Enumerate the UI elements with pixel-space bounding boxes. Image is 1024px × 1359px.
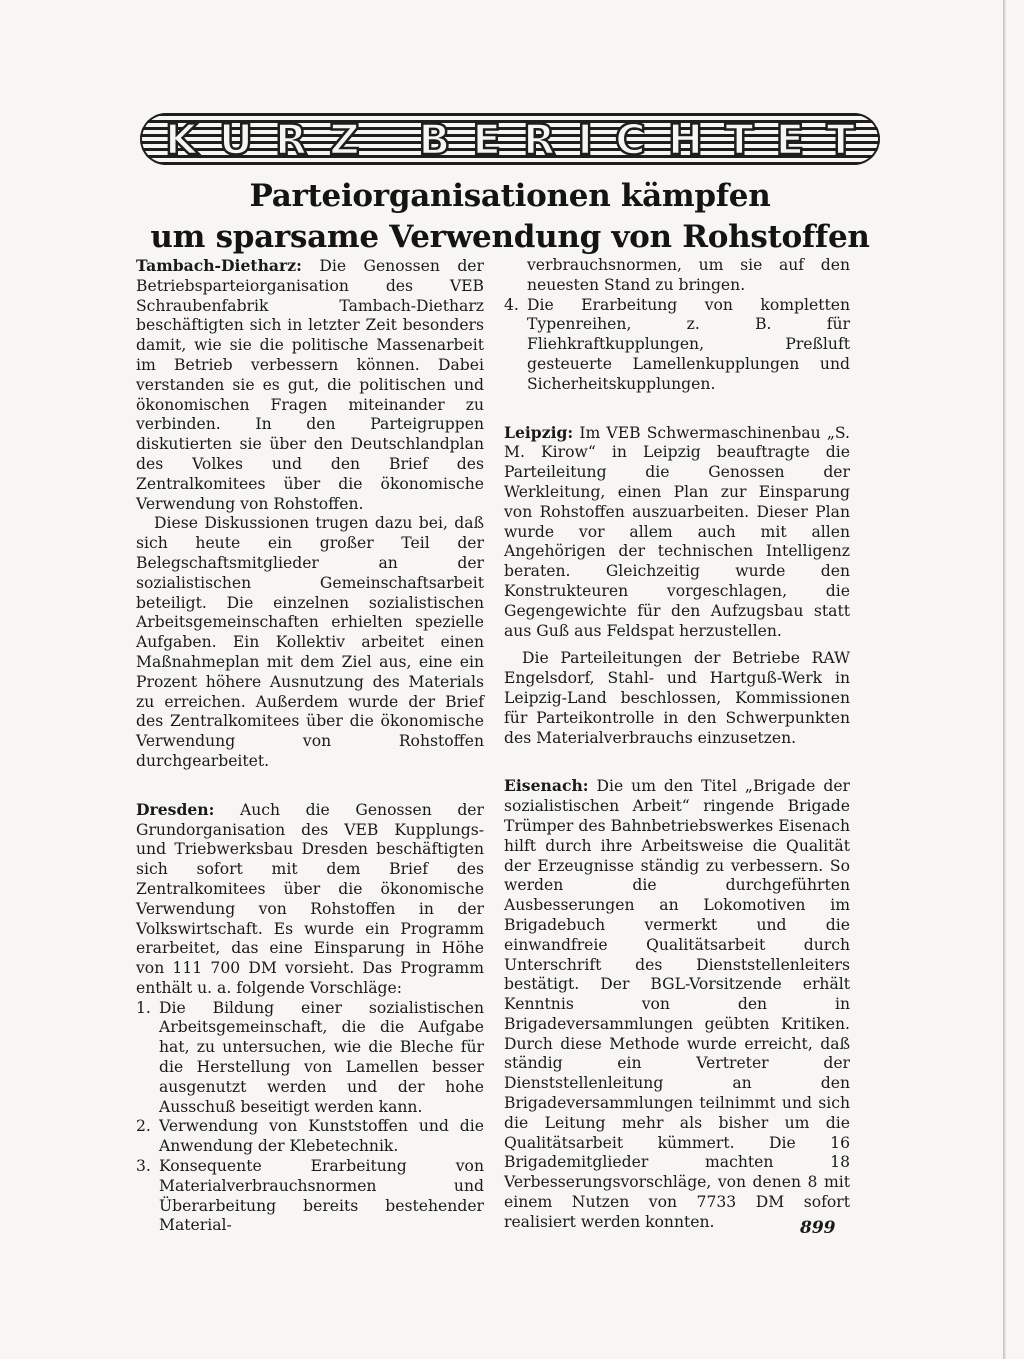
list-item-number: 1. (136, 998, 151, 1017)
list-item (136, 1117, 484, 1157)
banner-label: KURZ BERICHTET (165, 114, 877, 164)
tambach-paragraph-1 (136, 256, 484, 514)
article-title (150, 176, 870, 258)
scan-edge (1003, 0, 1006, 1359)
list-item (504, 296, 850, 395)
list-item-number: 3. (136, 1157, 151, 1176)
title-line-1: Parteiorganisationen kämpfen (249, 178, 771, 214)
list-item-text: Die Bildung einer sozialistischen Arbeitsgemeinschaft, die die Aufgabe hat, zu untersuchen, wie die Bleche für die Herstellung von Lamellen besser ausgenutzt werden und der hohe Ausschuß beseitigt werden kann. (159, 998, 484, 1116)
left-column (136, 256, 484, 1236)
list-item (136, 999, 484, 1118)
place-eisenach: Eisenach: (504, 776, 589, 796)
tambach-paragraph-2: Diese Diskussionen trugen dazu bei, daß sich heute ein großer Teil der Belegschaftsmitglieder an der sozialistischen Gemeinschaftsarbeit beteiligt. Die einzelnen sozialistischen Arbeitsgemeinschaften erhielten spezielle Aufgaben. Ein Kollektiv arbeitet einen Maßnahmeplan mit dem Ziel aus, eine ein Prozent höhere Ausnutzung des Materials zu erreichen. Außerdem wurde der Brief des Zentralkomitees über die ökonomische Verwendung von Rohstoffen durchgearbeitet. (136, 514, 484, 770)
page-number: 899 (800, 1218, 836, 1238)
dresden-item-3-continued: verbrauchsnormen, um sie auf den neuesten Stand zu bringen. (527, 256, 850, 294)
leipzig-paragraph-2: Die Parteileitungen der Betriebe RAW Engelsdorf, Stahl- und Hartguß-Werk in Leipzig-Land beschlossen, Kommissionen für Parteikontrolle in den Schwerpunkten des Materialverbrauchs einzusetzen. (504, 649, 850, 747)
list-item-number: 4. (504, 295, 519, 314)
place-dresden: Dresden: (136, 799, 215, 819)
place-leipzig: Leipzig: (504, 422, 574, 442)
section-banner (140, 113, 880, 165)
right-column (504, 256, 850, 1233)
leipzig-paragraph-1 (504, 423, 850, 642)
list-item-text: Konsequente Erarbeitung von Materialverbrauchsnormen und Überarbeitung bereits bestehender Material- (159, 1157, 484, 1235)
eisenach-text: Die um den Titel „Brigade der sozialistischen Arbeit“ ringende Brigade Trümper des Bahnbetriebswerkes Eisenach hilft durch ihre Arbeitsweise die Qualität der Erzeugnisse ständig zu verbessern. So werden die durchgeführten Ausbesserungen an Lokomotiven im Brigadebuch vermerkt und die einwandfreie Qualitätsarbeit durch Unterschrift des Dienststellenleiters bestätigt. Der BGL-Vorsitzende erhält Kenntnis von den in Brigadeversammlungen geübten Kritiken. Durch diese Methode wurde erreicht, daß ständig ein Vertreter der Dienststellenleitung an den Brigadeversammlungen teilnimmt und sich die Leitung mehr als bisher um die Qualitätsarbeit kümmert. Die 16 Brigademitglieder machten 18 Verbesserungsvorschläge, von denen 8 mit einem Nutzen von 7733 DM sofort realisiert werden konnten. (504, 777, 850, 1231)
dresden-text: Auch die Genossen der Grundorganisation des VEB Kupplungs- und Triebwerksbau Dresden beschäftigten sich sofort mit dem Brief des Zentralkomitees über die ökonomische Verwendung von Rohstoffen in der Volkswirtschaft. Es wurde ein Programm erarbeitet, das eine Einsparung in Höhe von 111 700 DM vorsieht. Das Programm enthält u. a. folgende Vorschläge: (136, 800, 484, 997)
dresden-proposal-list-continued (504, 296, 850, 395)
leipzig-text-1: Im VEB Schwermaschinenbau „S. M. Kirow“ in Leipzig beauftragte die Parteileitung die Genossen der Werkleitung, einen Plan zur Einsparung von Rohstoffen auszuarbeiten. Dieser Plan wurde vor allem auch mit allen Angehörigen der technischen Intelligenz beraten. Gleichzeitig wurde den Konstrukteuren vorgeschlagen, die Gegengewichte für den Aufzugsbau statt aus Guß aus Feldspat herzustellen. (504, 423, 850, 640)
tambach-text-1: Die Genossen der Betriebsparteiorganisation des VEB Schraubenfabrik Tambach-Dietharz beschäftigten sich in letzter Zeit besonders damit, wie sie die politische Massenarbeit im Betrieb verbessern können. Dabei verstanden sie es gut, die politischen und ökonomischen Fragen miteinander zu verbinden. In den Parteigruppen diskutierten sie über den Deutschlandplan des Volkes und den Brief des Zentralkomitees über die ökonomische Verwendung von Rohstoffen. (136, 257, 484, 513)
title-line-2: um sparsame Verwendung von Rohstoffen (150, 219, 870, 255)
dresden-proposal-list (136, 999, 484, 1237)
list-item (136, 1157, 484, 1236)
list-item-text: Verwendung von Kunststoffen und die Anwendung der Klebetechnik. (159, 1117, 484, 1156)
list-item-number: 2. (136, 1117, 151, 1136)
eisenach-paragraph (504, 776, 850, 1232)
place-tambach: Tambach-Dietharz: (136, 256, 302, 275)
list-item-text: Die Erarbeitung von kompletten Typenreihen, z. B. für Fliehkraftkupplungen, Preßluft gesteuerte Lamellenkupplungen und Sicherheitskupplungen. (527, 295, 850, 393)
dresden-paragraph (136, 800, 484, 999)
